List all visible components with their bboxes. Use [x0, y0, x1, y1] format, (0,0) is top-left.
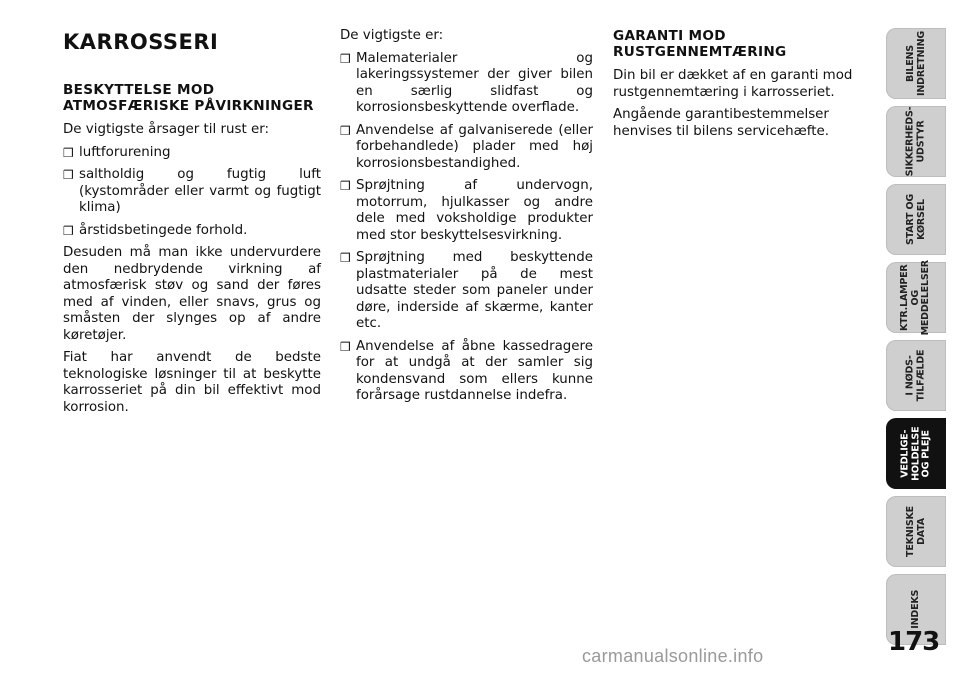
tab-label: I NØDS- TILFÆLDE [904, 349, 926, 402]
tab-label: START OG KØRSEL [904, 194, 926, 245]
column-left [63, 28, 321, 422]
list-item [63, 223, 321, 240]
checkbox-bullet-icon: ❒ [340, 51, 351, 66]
page-number: 173 [888, 627, 940, 657]
tab-ktr-lamper[interactable] [886, 259, 946, 336]
checkbox-bullet-icon: ❒ [63, 223, 74, 238]
page-title: KARROSSERI [63, 30, 219, 54]
list-item-text: saltholdig og fugtig luft (kystområder eller varmt og fugtigt klima) [79, 167, 321, 215]
list-item-text: Anvendelse af åbne kassedragere for at undgå at der samler sig kondensvand som ellers kunne forårsage rustdannelse indefra. [356, 338, 593, 403]
list-item [340, 51, 593, 117]
paragraph-intro: De vigtigste er: [340, 28, 444, 43]
paragraph-dust: Desuden må man ikke undervurdere den nedbrydende virkning af atmosfærisk støv og sand der føres med af vinden, eller snavs, grus og småsten der slynges op af andre køretøjer. [63, 245, 321, 343]
list-item [340, 178, 593, 244]
list-item-text: årstidsbetingede forhold. [79, 222, 248, 238]
tab-sikkerhedsudstyr[interactable] [886, 106, 946, 177]
tab-i-nodstilfaelde[interactable] [886, 340, 946, 411]
tab-tekniske-data[interactable] [886, 496, 946, 567]
list-item [340, 250, 593, 333]
tab-vedligeholdelse[interactable] [886, 418, 946, 489]
column-middle [340, 28, 593, 411]
paragraph-intro: De vigtigste årsager til rust er: [63, 122, 269, 137]
checkbox-bullet-icon: ❒ [340, 123, 351, 138]
list-item [340, 123, 593, 173]
column-right [613, 28, 873, 146]
list-item-text: Anvendelse af galvaniserede (eller forbehandlede) plader med høj korrosionsbestandighed. [356, 122, 593, 171]
paragraph-warranty: Din bil er dækket af en garanti mod rustgennemtæring i karrosseriet. [613, 68, 853, 100]
watermark: carmanualsonline.info [582, 646, 764, 666]
paragraph-service-book: Angående garantibestemmelser henvises til bilens servicehæfte. [613, 107, 829, 139]
checkbox-bullet-icon: ❒ [63, 145, 74, 160]
section-heading-atmospheric: BESKYTTELSE MOD ATMOSFÆRISKE PÅVIRKNINGER [63, 82, 314, 114]
tab-label: TEKNISKE DATA [904, 506, 926, 557]
list-item-text: Malematerialer og lakeringssystemer der giver bilen en særlig slidfast og korrosionsbeskyttende overflade. [356, 50, 593, 115]
checkbox-bullet-icon: ❒ [340, 251, 351, 265]
list-item-text: luftforurening [79, 144, 171, 160]
tab-bilens-indretning[interactable] [886, 28, 946, 99]
tab-label: KTR.LAMPER OG MEDDELELSER [899, 259, 932, 336]
tab-label: SIKKERHEDS- UDSTYR [904, 106, 927, 177]
list-item-text: Sprøjtning med beskyttende plastmaterialer på de mest udsatte steder som paneler under døre, inderside af skærme, kanter etc. [356, 250, 593, 331]
tab-label: VEDLIGE- HOLDELSE OG PLEJE [899, 426, 932, 481]
list-item [63, 167, 321, 217]
list-item [63, 145, 321, 162]
tab-start-og-korsel[interactable] [886, 184, 946, 255]
checkbox-bullet-icon: ❒ [340, 339, 351, 354]
list-item-text: Sprøjtning af undervogn, motorrum, hjulkasser og andre dele med voksholdige produkter med stor beskyttelsesvirkning. [356, 178, 593, 243]
section-heading-warranty: GARANTI MOD RUSTGENNEMTÆRING [613, 28, 787, 60]
checkbox-bullet-icon: ❒ [340, 179, 351, 193]
paragraph-fiat: Fiat har anvendt de bedste teknologiske løsninger til at beskytte karrosseriet på din bil effektivt mod korrosion. [63, 350, 321, 415]
tab-label: BILENS INDRETNING [904, 31, 927, 96]
tab-label: INDEKS [909, 590, 921, 629]
list-item [340, 339, 593, 405]
checkbox-bullet-icon: ❒ [63, 168, 74, 182]
